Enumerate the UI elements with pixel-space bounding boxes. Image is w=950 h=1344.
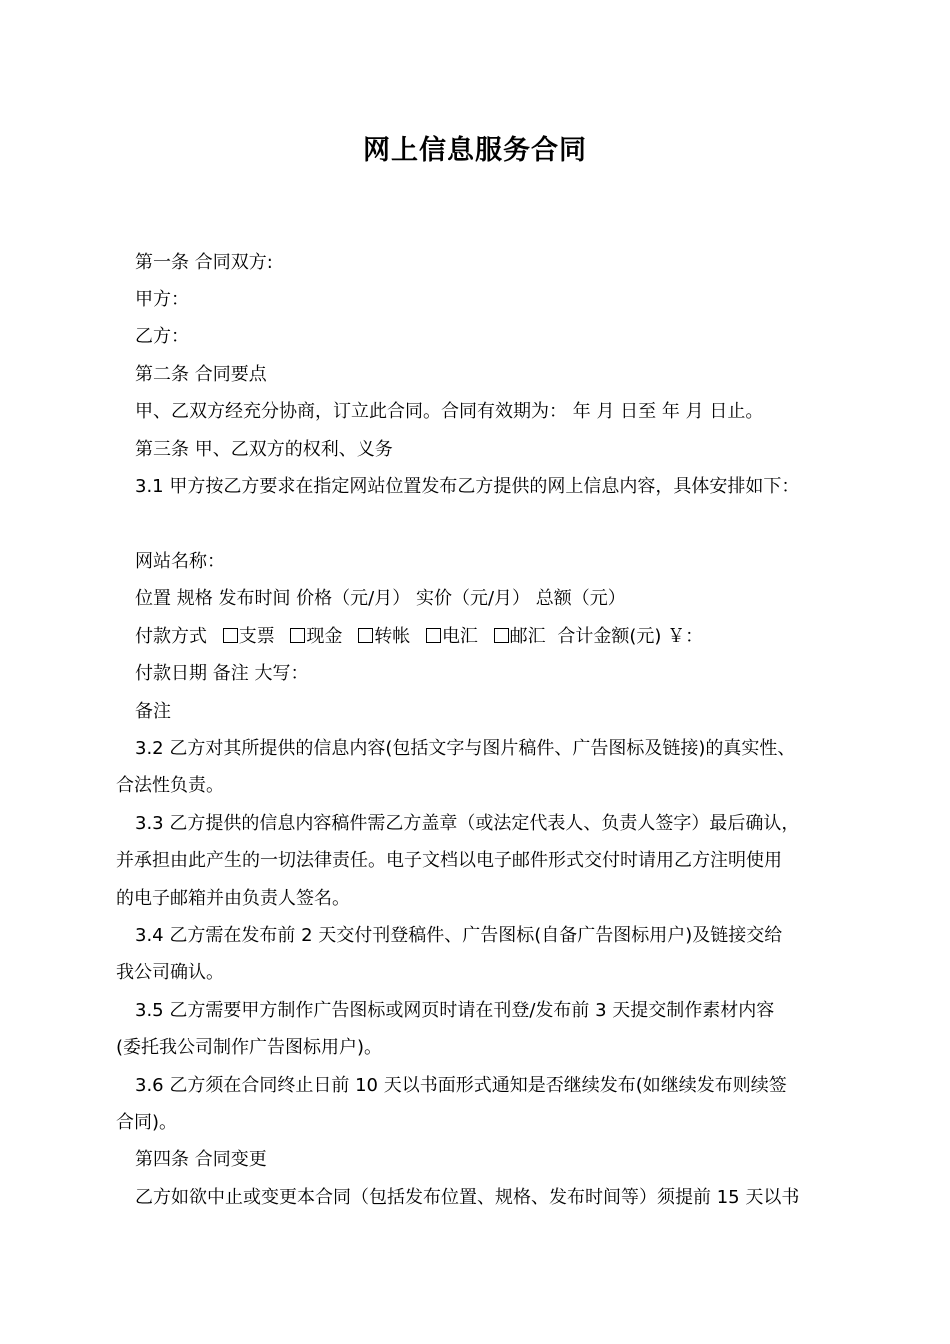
article-3-heading: 第三条 甲、乙双方的权利、义务 xyxy=(135,439,393,460)
party-a-line: 甲方： xyxy=(135,289,189,310)
option-postal-label: 邮汇 xyxy=(509,626,546,647)
clause-3-2-line-1: 3.2 乙方对其所提供的信息内容(包括文字与图片稿件、广告图标及链接)的真实性、 xyxy=(135,738,796,759)
option-cheque-label: 支票 xyxy=(238,626,275,647)
clause-3-3-line-2: 并承担由此产生的一切法律责任。电子文档以电子邮件形式交付时请用乙方注明使用 xyxy=(116,850,782,871)
article-1-heading: 第一条 合同双方: xyxy=(135,252,273,273)
option-cash-label: 现金 xyxy=(306,626,343,647)
article-4-heading: 第四条 合同变更 xyxy=(135,1149,267,1170)
clause-3-2-line-2: 合法性负责。 xyxy=(116,775,224,796)
validity-clause: 甲、乙双方经充分协商，订立此合同。合同有效期为： 年 月 日至 年 月 日止。 xyxy=(135,401,764,422)
clause-3-5-line-2: (委托我公司制作广告图标用户)。 xyxy=(116,1037,383,1058)
clause-3-3-line-1: 3.3 乙方提供的信息内容稿件需乙方盖章（或法定代表人、负责人签字）最后确认， xyxy=(135,813,800,834)
clause-3-4-line-1: 3.4 乙方需在发布前 2 天交付刊登稿件、广告图标(自备广告图标用户)及链接交给 xyxy=(135,925,783,946)
document-title: 网上信息服务合同 xyxy=(363,135,587,166)
table-header-line: 位置 规格 发布时间 价格（元/月） 实价（元/月） 总额（元） xyxy=(135,588,626,609)
option-transfer-label: 转帐 xyxy=(374,626,411,647)
payment-method-line xyxy=(135,624,703,650)
article-4-line-1: 乙方如欲中止或变更本合同（包括发布位置、规格、发布时间等）须提前 15 天以书 xyxy=(135,1187,800,1208)
clause-3-1: 3.1 甲方按乙方要求在指定网站位置发布乙方提供的网上信息内容，具体安排如下： xyxy=(135,476,800,497)
option-wire-label: 电汇 xyxy=(441,626,478,647)
checkbox-cheque[interactable] xyxy=(223,628,238,643)
payment-method-label: 付款方式 xyxy=(135,626,207,647)
clause-3-4-line-2: 我公司确认。 xyxy=(116,962,224,983)
clause-3-6-line-1: 3.6 乙方须在合同终止日前 10 天以书面形式通知是否继续发布(如继续发布则续签 xyxy=(135,1075,787,1096)
checkbox-wire[interactable] xyxy=(426,628,441,643)
checkbox-postal[interactable] xyxy=(494,628,509,643)
payment-date-line: 付款日期 备注 大写： xyxy=(135,663,309,684)
article-2-heading: 第二条 合同要点 xyxy=(135,364,267,385)
clause-3-5-line-1: 3.5 乙方需要甲方制作广告图标或网页时请在刊登/发布前 3 天提交制作素材内容 xyxy=(135,1000,775,1021)
clause-3-6-line-2: 合同)。 xyxy=(116,1112,178,1133)
site-name-line: 网站名称： xyxy=(135,551,225,572)
checkbox-transfer[interactable] xyxy=(358,628,373,643)
party-b-line: 乙方： xyxy=(135,326,189,347)
total-amount-label: 合计金额(元) ￥： xyxy=(557,626,704,647)
remark-line: 备注 xyxy=(135,701,171,722)
clause-3-3-line-3: 的电子邮箱并由负责人签名。 xyxy=(116,888,350,909)
checkbox-cash[interactable] xyxy=(290,628,305,643)
